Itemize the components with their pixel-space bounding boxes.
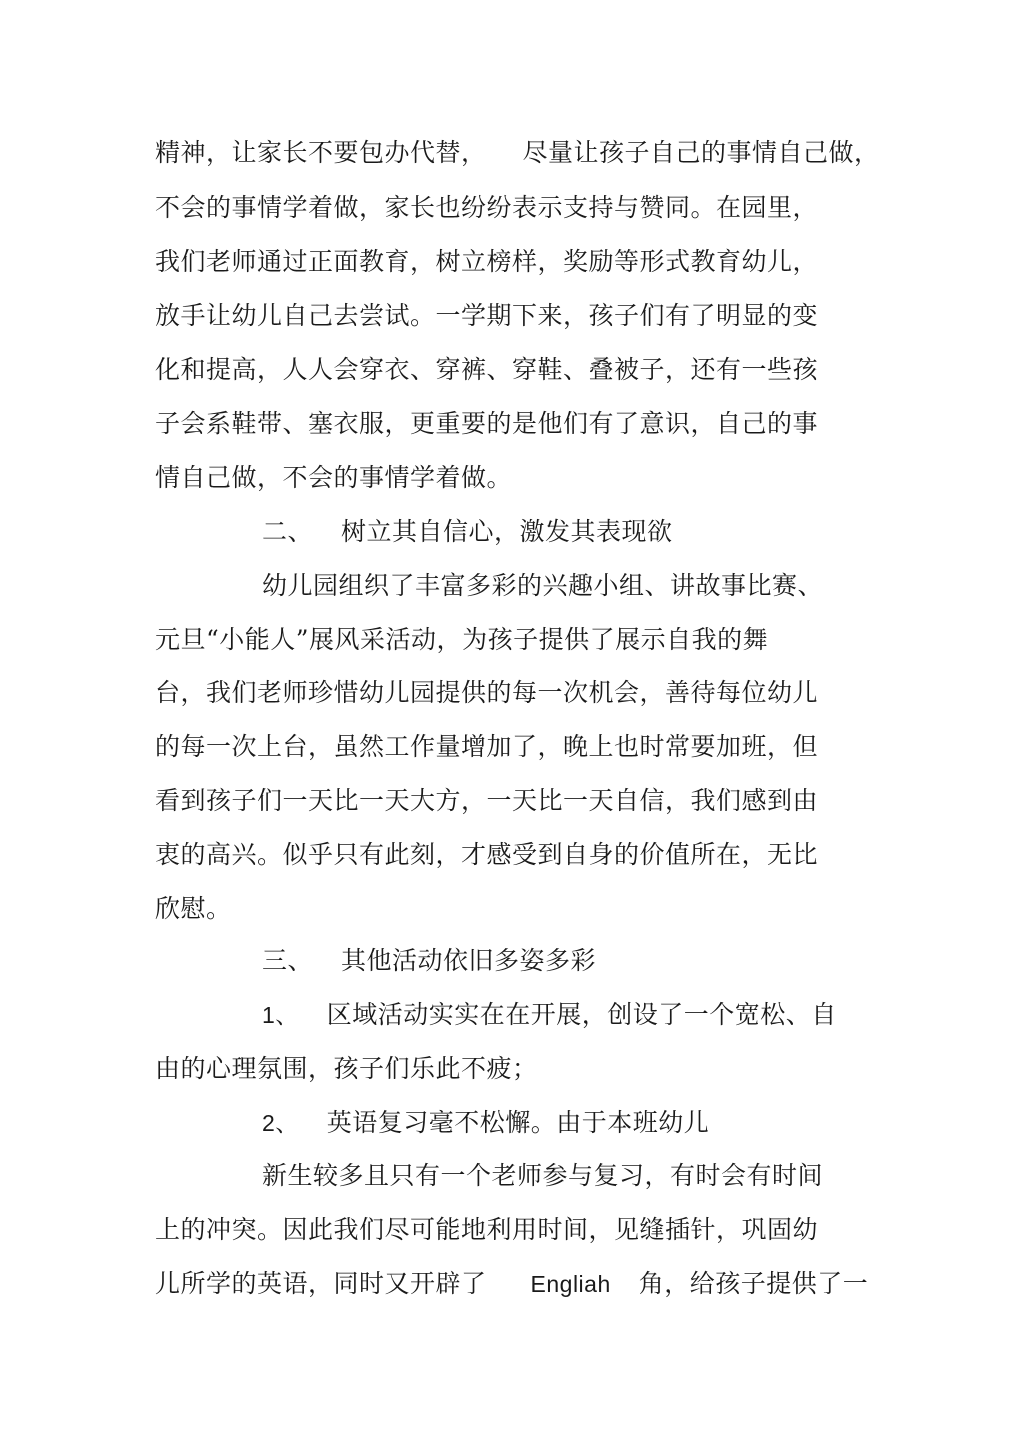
section-heading-2-title: 树立其自信心，激发其表现欲 <box>341 517 673 546</box>
text-line-13: 看到孩子们一天比一天大方，一天比一天自信，我们感到由 <box>155 786 819 815</box>
list-item-2-number: 2、 <box>262 1110 299 1136</box>
text-line-15: 欣慰。 <box>155 894 232 923</box>
text-line-6: 子会系鞋带、塞衣服，更重要的是他们有了意识，自己的事 <box>155 409 819 438</box>
text-line-12: 的每一次上台，虽然工作量增加了，晚上也时常要加班，但 <box>155 732 819 761</box>
section-heading-3-title: 其他活动依旧多姿多彩 <box>341 946 597 975</box>
text-line-7: 情自己做，不会的事情学着做。 <box>155 463 513 492</box>
text-line-21: 上的冲突。因此我们尽可能地利用时间，见缝插针，巩固幼 <box>155 1215 819 1244</box>
text-line-10: 元旦“小能人”展风采活动，为孩子提供了展示自我的舞 <box>155 625 769 654</box>
text-line-22-part-c: 角，给孩子提供了一 <box>638 1269 869 1298</box>
section-heading-3 <box>262 945 596 977</box>
english-corner-term: Engliah <box>530 1271 611 1297</box>
list-item-1-number: 1、 <box>262 1002 299 1028</box>
list-item-1 <box>262 999 837 1031</box>
text-line-5: 化和提高，人人会穿衣、穿裤、穿鞋、叠被子，还有一些孩 <box>155 355 819 384</box>
list-item-1-text: 区域活动实实在在开展，创设了一个宽松、自 <box>326 1000 837 1029</box>
text-line-9: 幼儿园组织了丰富多彩的兴趣小组、讲故事比赛、 <box>262 571 824 600</box>
text-line-11: 台，我们老师珍惜幼儿园提供的每一次机会，善待每位幼儿 <box>155 678 819 707</box>
text-line-22 <box>155 1268 868 1300</box>
text-line-20: 新生较多且只有一个老师参与复习，有时会有时间 <box>262 1161 824 1190</box>
text-line-18: 由的心理氛围，孩子们乐此不疲； <box>155 1054 538 1083</box>
text-line-3: 我们老师通过正面教育，树立榜样，奖励等形式教育幼儿， <box>155 247 819 276</box>
list-item-2-text: 英语复习毫不松懈。由于本班幼儿 <box>326 1108 710 1137</box>
text-line-2: 不会的事情学着做，家长也纷纷表示支持与赞同。在园里， <box>155 193 819 222</box>
section-heading-2 <box>262 516 673 548</box>
text-line-1 <box>155 137 880 169</box>
list-item-2 <box>262 1107 709 1139</box>
text-line-14: 衷的高兴。似乎只有此刻，才感受到自身的价值所在，无比 <box>155 840 819 869</box>
section-heading-3-number: 三、 <box>262 946 314 975</box>
text-line-1-part-b: 尽量让孩子自己的事情自己做， <box>522 138 880 167</box>
text-line-22-part-a: 儿所学的英语，同时又开辟了 <box>155 1269 487 1298</box>
section-heading-2-number: 二、 <box>262 517 314 546</box>
text-line-4: 放手让幼儿自己去尝试。一学期下来，孩子们有了明显的变 <box>155 301 819 330</box>
text-line-1-part-a: 精神，让家长不要包办代替， <box>155 138 487 167</box>
